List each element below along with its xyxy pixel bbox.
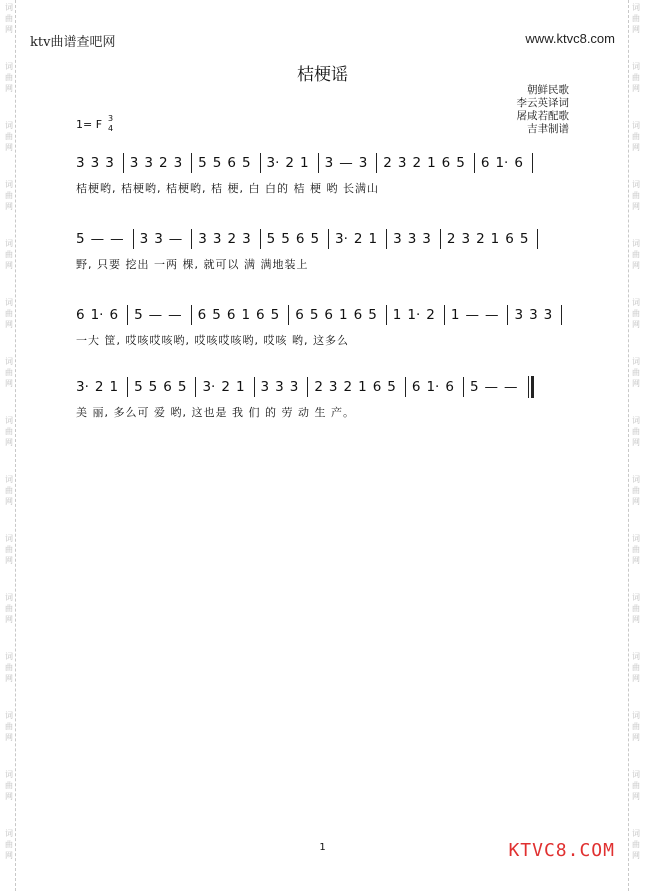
watermark-char: 曲 [5,722,13,731]
note: 3 [461,231,471,247]
note: — [168,307,182,323]
bar-line [532,153,533,173]
note: 1 [109,379,119,395]
watermark-char: 网 [5,379,13,388]
watermark-glyph-group [5,356,13,389]
watermark-glyph-group [5,2,13,35]
watermark-char: 曲 [5,191,13,200]
bar-line [133,229,134,249]
watermark-char: 词 [632,652,640,661]
score-row [76,226,571,278]
note: 2 [314,379,323,395]
site-name[interactable]: ktv曲谱查吧网 [30,35,116,50]
watermark-char: 网 [632,438,640,447]
bar-line [288,305,289,325]
watermark-char: 网 [5,143,13,152]
watermark-glyph-group [632,238,640,271]
note: 6 [227,155,236,171]
watermark-char: 网 [5,497,13,506]
note: 3 [173,155,183,171]
watermark-glyph-group [632,356,640,389]
watermark-char: 词 [5,593,13,602]
watermark-char: 网 [632,261,640,270]
bar-line [195,377,196,397]
note: — [110,231,124,247]
watermark-char: 曲 [5,368,13,377]
watermark-char: 曲 [632,309,640,318]
time-signature [108,114,113,134]
watermark-char: 网 [632,25,640,34]
lyrics-line: 美 丽, 多么可 爱 哟, 这也是 我 们 的 劳 动 生 产。 [76,406,355,419]
notation-line [76,374,571,400]
watermark-char: 曲 [5,250,13,259]
time-signature-top: 3 [108,114,114,123]
watermark-char: 曲 [632,191,640,200]
note: 3 [198,231,207,247]
bar-line [123,153,124,173]
watermark-char: 曲 [632,722,640,731]
watermark-char: 词 [5,416,13,425]
note: 6 [76,307,85,323]
watermark-glyph-group [632,769,640,802]
final-bar-line [528,376,534,398]
bar-line [440,229,441,249]
note: — [504,379,518,395]
note: 6 [480,155,490,171]
note: 5 [134,307,143,323]
watermark-glyph-group [5,651,13,684]
credit-notation: 吉聿制谱 [527,123,569,135]
watermark-char: 网 [5,792,13,801]
watermark-char: 网 [632,497,640,506]
credit-arranger: 屠咸若配歌 [516,110,569,122]
note: 6 [163,379,172,395]
watermark-glyph-group [632,533,640,566]
watermark-char: 词 [632,121,640,130]
watermark-char: 网 [5,25,13,34]
note: 3· [335,231,348,247]
note: 1 [392,307,402,323]
note: 5 [387,379,396,395]
watermark-char: 词 [632,239,640,248]
site-logo[interactable]: KTVC8.COM [508,840,615,861]
watermark-char: 曲 [632,840,640,849]
note: 2 [221,379,230,395]
note: 3 [289,379,299,395]
note: 2 [476,231,485,247]
note: 1 [300,155,309,171]
watermark-glyph-group [5,533,13,566]
note: 1 [490,231,500,247]
watermark-char: 网 [5,261,13,270]
note: 5 [76,231,85,247]
watermark-char: 网 [5,320,13,329]
note: 3 [529,307,538,323]
watermark-char: 词 [632,416,640,425]
watermark-char: 网 [5,84,13,93]
watermark-char: 词 [632,711,640,720]
note: 3 [393,231,402,247]
note: 1 [427,155,436,171]
note: 6 [256,307,265,323]
note: 6 [197,307,207,323]
watermark-char: 词 [5,711,13,720]
watermark-char: 网 [5,438,13,447]
note: 1· [90,307,104,323]
note: 3 [139,231,149,247]
note: — [484,307,499,323]
bar-line [127,377,128,397]
note: 1 [450,307,460,323]
note: 1· [407,307,421,323]
watermark-glyph-group [632,651,640,684]
note: 3 [324,155,334,171]
watermark-char: 网 [5,556,13,565]
bar-line [561,305,562,325]
note: 5 [456,155,465,171]
note: 6 [411,379,421,395]
bar-line [463,377,464,397]
watermark-char: 词 [5,298,13,307]
note: — [90,231,105,247]
note: 2 [343,379,353,395]
watermark-char: 词 [632,475,640,484]
note: 2 [412,155,422,171]
note: 3 [144,155,153,171]
watermark-char: 曲 [5,486,13,495]
watermark-glyph-group [5,474,13,507]
watermark-char: 曲 [5,73,13,82]
credits [517,84,570,136]
note: 3 [154,231,163,247]
watermark-char: 曲 [5,309,13,318]
notation-line [76,150,571,176]
watermark-char: 曲 [5,663,13,672]
watermark-char: 曲 [632,14,640,23]
note: 3· [202,379,216,395]
watermark-char: 词 [632,829,640,838]
note: 1 [368,231,378,247]
watermark-char: 曲 [632,663,640,672]
note: 3 [105,155,114,171]
bar-line [318,153,319,173]
note: — [465,307,479,323]
watermark-char: 网 [632,202,640,211]
watermark-glyph-group [632,179,640,212]
note: 3 [543,307,553,323]
watermark-char: 词 [5,62,13,71]
bar-line [537,229,538,249]
note: 2 [285,155,295,171]
watermark-char: 曲 [5,132,13,141]
watermark-char: 网 [632,733,640,742]
bar-line [444,305,445,325]
watermark-char: 曲 [632,132,640,141]
watermark-glyph-group [632,415,640,448]
note: 6 [353,307,363,323]
watermark-glyph-group [5,120,13,153]
note: 3 [514,307,524,323]
watermark-glyph-group [5,769,13,802]
watermark-char: 曲 [5,781,13,790]
watermark-glyph-group [632,2,640,35]
notation-line [76,302,571,328]
bar-line [260,229,261,249]
watermark-char: 曲 [5,840,13,849]
watermark-char: 词 [632,770,640,779]
note: 3 [90,155,100,171]
bar-line [191,305,192,325]
watermark-char: 网 [632,792,640,801]
bar-line [328,229,329,249]
note: 3 [328,379,338,395]
left-watermark-column [2,2,16,887]
watermark-glyph-group [5,179,13,212]
note: 2 [426,307,435,323]
note: 2 [227,231,237,247]
right-watermark-column [629,2,643,887]
note: 2 [158,155,168,171]
score-row [76,374,571,426]
watermark-char: 词 [5,357,13,366]
note: 2 [94,379,104,395]
bar-line [386,229,387,249]
watermark-char: 网 [632,143,640,152]
watermark-char: 词 [632,534,640,543]
note: 5 [519,231,529,247]
bar-line [260,153,261,173]
watermark-glyph-group [5,415,13,448]
watermark-char: 网 [5,851,13,860]
note: 3· [266,155,280,171]
watermark-char: 网 [632,674,640,683]
note: 1 [339,307,348,323]
watermark-glyph-group [5,238,13,271]
note: 6 [109,307,119,323]
watermark-char: 词 [5,652,13,661]
note: 1 [235,379,245,395]
watermark-glyph-group [5,592,13,625]
note: 5 [198,155,207,171]
note: 5 [241,155,251,171]
note: 1· [495,155,509,171]
note: 6 [324,307,334,323]
note: 3 [76,155,85,171]
bar-line [254,377,255,397]
note: 2 [353,231,363,247]
bar-line [127,305,128,325]
note: 6 [505,231,514,247]
watermark-char: 词 [632,357,640,366]
lyrics-line: 桔梗哟, 桔梗哟, 桔梗哟, 桔 梗, 白 白的 桔 梗 哟 长满山 [76,182,379,195]
note: 6 [372,379,382,395]
watermark-char: 网 [5,615,13,624]
bar-line [191,229,192,249]
note: 3 [129,155,139,171]
watermark-char: 词 [632,3,640,12]
watermark-char: 词 [5,180,13,189]
notation-line [76,226,571,252]
bar-line [474,153,475,173]
lyrics-line: 野, 只要 挖出 一两 棵, 就可以 满 满地装上 [76,258,309,271]
bar-line [405,377,406,397]
watermark-char: 词 [5,121,13,130]
note: 3 [212,231,222,247]
watermark-char: 曲 [632,545,640,554]
watermark-char: 网 [632,84,640,93]
watermark-char: 网 [632,556,640,565]
watermark-char: 词 [5,534,13,543]
note: 6 [441,155,451,171]
note: 5 [270,307,280,323]
note: 2 [383,155,392,171]
note: 2 [446,231,456,247]
note: 3 [397,155,407,171]
note: — [148,307,163,323]
watermark-char: 网 [632,615,640,624]
watermark-char: 词 [632,180,640,189]
note: — [484,379,499,395]
note: 5 [266,231,276,247]
watermark-char: 曲 [632,781,640,790]
song-title: 桔梗谣 [297,65,348,85]
watermark-glyph-group [632,592,640,625]
watermark-char: 曲 [632,73,640,82]
score-row [76,302,571,354]
watermark-char: 词 [632,298,640,307]
bar-line [386,305,387,325]
note: 5 [134,379,143,395]
credit-origin: 朝鲜民歌 [527,84,569,96]
watermark-char: 词 [5,3,13,12]
watermark-char: 曲 [632,604,640,613]
note: 3 [407,231,417,247]
note: 3 [260,379,270,395]
bar-line [307,377,308,397]
credit-lyrics-translator: 李云英译词 [516,97,569,109]
note: — [168,231,183,247]
bar-line [507,305,508,325]
note: 3· [76,379,89,395]
watermark-glyph-group [5,710,13,743]
lyrics-line: 一大 筐, 哎咳哎咳哟, 哎咳哎咳哟, 哎咳 哟, 这多么 [76,334,349,347]
note: 3 [242,231,251,247]
score-row [76,150,571,202]
watermark-char: 曲 [5,604,13,613]
note: 5 [309,307,319,323]
note: 5 [148,379,158,395]
note: 3 [275,379,284,395]
note: 1· [426,379,440,395]
watermark-glyph-group [632,710,640,743]
watermark-char: 曲 [5,545,13,554]
note: — [339,155,353,171]
note: 6 [514,155,523,171]
page-number: 1 [319,842,326,853]
bar-line [191,153,192,173]
watermark-char: 词 [5,239,13,248]
watermark-char: 网 [5,733,13,742]
watermark-char: 曲 [632,486,640,495]
watermark-glyph-group [632,297,640,330]
watermark-char: 词 [632,593,640,602]
note: 6 [445,379,454,395]
note: 5 [281,231,290,247]
watermark-char: 曲 [5,14,13,23]
note: 5 [177,379,187,395]
watermark-char: 曲 [5,427,13,436]
watermark-char: 曲 [632,427,640,436]
key-signature: 1= F [76,118,103,131]
watermark-char: 词 [5,829,13,838]
watermark-char: 网 [632,320,640,329]
watermark-char: 网 [632,851,640,860]
note: 6 [295,231,305,247]
bar-line [376,153,377,173]
watermark-char: 曲 [632,250,640,259]
note: 5 [310,231,320,247]
note: 5 [368,307,377,323]
watermark-char: 曲 [632,368,640,377]
note: 5 [212,307,221,323]
note: 6 [226,307,236,323]
note: 5 [469,379,479,395]
note: 5 [212,155,222,171]
watermark-char: 词 [632,62,640,71]
watermark-char: 网 [632,379,640,388]
watermark-char: 网 [5,202,13,211]
watermark-char: 网 [5,674,13,683]
time-signature-bottom: 4 [108,124,114,133]
note: 3 [422,231,431,247]
note: 1 [358,379,367,395]
site-url[interactable]: www.ktvc8.com [525,31,615,46]
watermark-char: 词 [5,770,13,779]
note: 1 [241,307,251,323]
watermark-glyph-group [632,120,640,153]
note: 6 [295,307,304,323]
note: 3 [358,155,368,171]
watermark-char: 词 [5,475,13,484]
watermark-glyph-group [5,297,13,330]
watermark-glyph-group [632,474,640,507]
